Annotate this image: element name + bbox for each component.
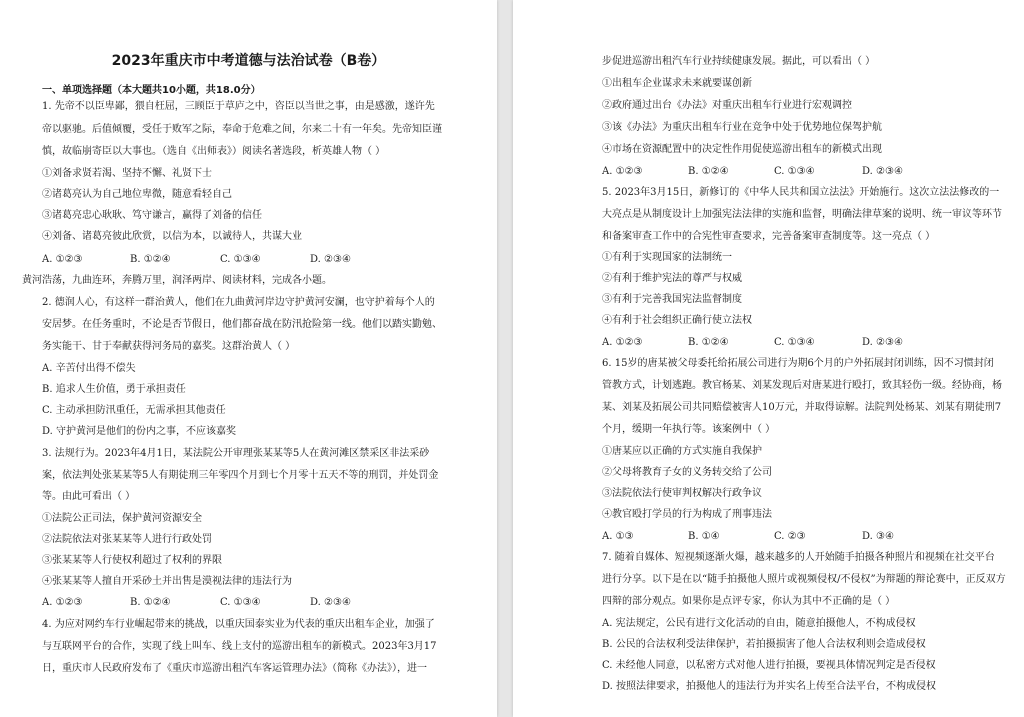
q4-line: 与互联网平台的合作，实现了线上叫车、线上支付的巡游出租车的新模式。2023年3月17 xyxy=(42,641,437,652)
q7-option-b[interactable]: B. 公民的合法权利受法律保护，若拍摄损害了他人合法权利则会造成侵权 xyxy=(602,639,926,650)
q2-line: 2. 德润人心，有这样一群治黄人，他们在九曲黄河岸边守护黄河安澜，也守护着每个人的 xyxy=(42,297,435,308)
q3-statement: ③张某某等人行使权利超过了权利的界限 xyxy=(42,555,222,566)
q2-option-c[interactable]: C. 主动承担防汛重任，无需承担其他责任 xyxy=(42,405,226,416)
q1-line: 帝以驱驰。后值倾覆，受任于败军之际，奉命于危难之间，尔来二十有一年矣。先帝知臣谨 xyxy=(42,124,442,135)
q4-line: 步促进巡游出租汽车行业持续健康发展。据此，可以看出（ ） xyxy=(602,56,876,67)
q6-line: 个月，缓期一年执行等。该案例中（ ） xyxy=(602,424,776,435)
q4-option-b[interactable]: B. ①②④ xyxy=(688,166,729,177)
section-heading: 一、单项选择题（本大题共10小题，共18.0分） xyxy=(42,85,261,96)
q2-option-d[interactable]: D. 守护黄河是他们的份内之事，不应该嘉奖 xyxy=(42,426,237,437)
q2-option-b[interactable]: B. 追求人生价值，勇于承担责任 xyxy=(42,384,186,395)
q4-line: 日，重庆市人民政府发布了《重庆市巡游出租汽车客运管理办法》（简称《办法》），进一 xyxy=(42,663,427,674)
document-title: 2023年重庆市中考道德与法治试卷（B卷） xyxy=(111,53,386,69)
q3-line: 等。由此可看出（ ） xyxy=(42,491,136,502)
q7-option-d[interactable]: D. 按照法律要求，拍摄他人的违法行为并实名上传至合法平台，不构成侵权 xyxy=(602,681,937,692)
q4-option-c[interactable]: C. ①③④ xyxy=(774,166,815,177)
q6-statement: ②父母将教育子女的义务转交给了公司 xyxy=(602,467,772,478)
q3-option-a[interactable]: A. ①②③ xyxy=(42,597,83,608)
q5-statement: ①有利于实现国家的法制统一 xyxy=(602,252,732,263)
q4-statement: ①出租车企业谋求未来就要谋创新 xyxy=(602,78,752,89)
q5-statement: ②有利于维护宪法的尊严与权威 xyxy=(602,273,742,284)
q6-option-c[interactable]: C. ②③ xyxy=(774,531,806,542)
q6-statement: ①唐某应以正确的方式实施自我保护 xyxy=(602,446,762,457)
document-page-left xyxy=(0,0,497,717)
q7-option-c[interactable]: C. 未经他人同意，以私密方式对他人进行拍摄，要视具体情况判定是否侵权 xyxy=(602,660,936,671)
q5-line: 大亮点是从制度设计上加强宪法法律的实施和监督，明确法律草案的说明、统一审议等环节 xyxy=(602,209,1002,220)
q3-option-d[interactable]: D. ②③④ xyxy=(310,597,351,608)
q4-statement: ②政府通过出台《办法》对重庆出租车行业进行宏观调控 xyxy=(602,100,852,111)
q6-option-a[interactable]: A. ①③ xyxy=(602,531,634,542)
q6-line: 某、刘某及拓展公司共同赔偿被害人10万元，并取得谅解。法院判处杨某、刘某有期徒刑7 xyxy=(602,402,1002,413)
q5-line: 和备案审查工作中的合宪性审查要求，完善备案审查制度等。这一亮点（ ） xyxy=(602,231,936,242)
q6-statement: ④教官殴打学员的行为构成了刑事违法 xyxy=(602,509,772,520)
q5-line: 5. 2023年3月15日，新修订的《中华人民共和国立法法》开始施行。这次立法法修改的一 xyxy=(602,187,1000,198)
q1-statement: ③诸葛亮忠心耿耿、笃守谦言，赢得了刘备的信任 xyxy=(42,210,262,221)
q1-option-a[interactable]: A. ①②③ xyxy=(42,254,83,265)
q3-line: 3. 法规行为。2023年4月1日，某法院公开审理张某某等5人在黄河滩区禁采区非法采砂 xyxy=(42,448,430,459)
q6-statement: ③法院依法行使审判权解决行政争议 xyxy=(602,488,762,499)
q6-line: 6. 15岁的唐某被父母委托给拓展公司进行为期6个月的户外拓展封闭训练，因不习惯封闭 xyxy=(602,358,994,369)
q5-option-d[interactable]: D. ②③④ xyxy=(862,337,903,348)
q4-statement: ③该《办法》为重庆出租车行业在竞争中处于优势地位保驾护航 xyxy=(602,122,882,133)
q6-option-d[interactable]: D. ③④ xyxy=(862,531,894,542)
q4-statement: ④市场在资源配置中的决定性作用促使巡游出租车的新模式出现 xyxy=(602,144,882,155)
q7-line: 7. 随着自媒体、短视频逐渐火爆，越来越多的人开始随手拍摄各种照片和视频在社交平台 xyxy=(602,552,995,563)
q5-option-c[interactable]: C. ①③④ xyxy=(774,337,815,348)
q5-statement: ③有利于完善我国宪法监督制度 xyxy=(602,294,742,305)
document-page-right xyxy=(513,0,1024,717)
q1-statement: ②诸葛亮认为自己地位卑微，随意看轻自己 xyxy=(42,189,232,200)
q1-option-b[interactable]: B. ①②④ xyxy=(130,254,171,265)
q5-option-b[interactable]: B. ①②④ xyxy=(688,337,729,348)
q1-statement: ④刘备、诸葛亮彼此欣赏，以信为本，以诚待人，共谋大业 xyxy=(42,231,302,242)
q3-line: 案，依法判处张某某等5人有期徒刑三年零四个月到七个月零十五天不等的刑罚，并处罚金 xyxy=(42,470,439,481)
q3-statement: ①法院公正司法，保护黄河资源安全 xyxy=(42,513,202,524)
q3-option-b[interactable]: B. ①②④ xyxy=(130,597,171,608)
q1-option-c[interactable]: C. ①③④ xyxy=(220,254,261,265)
q4-option-d[interactable]: D. ②③④ xyxy=(862,166,903,177)
q5-option-a[interactable]: A. ①②③ xyxy=(602,337,643,348)
q5-statement: ④有利于社会组织正确行使立法权 xyxy=(602,315,752,326)
q7-line: 进行分享。以下是在以“随手拍摄他人照片或视频侵权/不侵权”为辩题的辩论赛中，正反双方 xyxy=(602,574,1006,585)
q2-line: 务实能干、甘于奉献获得河务局的嘉奖。这群治黄人（ ） xyxy=(42,341,296,352)
q1-line: 慎，故临崩寄臣以大事也。（选自《出师表》）阅读名著选段，析英雄人物（ ） xyxy=(42,146,386,157)
q1-option-d[interactable]: D. ②③④ xyxy=(310,254,351,265)
q3-option-c[interactable]: C. ①③④ xyxy=(220,597,261,608)
q4-option-a[interactable]: A. ①②③ xyxy=(602,166,643,177)
q7-option-a[interactable]: A. 宪法规定，公民有进行文化活动的自由，随意拍摄他人，不构成侵权 xyxy=(602,618,916,629)
q6-option-b[interactable]: B. ①④ xyxy=(688,531,720,542)
q2-line: 安居梦。在任务重时，不论是否节假日，他们都奋战在防汛抢险第一线。他们以踏实勤勉、 xyxy=(42,319,442,330)
q2-option-a[interactable]: A. 辛苦付出得不偿失 xyxy=(42,363,136,374)
q4-line: 4. 为应对网约车行业崛起带来的挑战，以重庆国泰实业为代表的重庆出租车企业，加强了 xyxy=(42,619,435,630)
reading-passage-intro: 黄河浩荡，九曲连环，奔腾万里，润泽两岸、阅读材料，完成各小题。 xyxy=(22,275,332,286)
q1-line: 1. 先帝不以臣卑鄙，猥自枉屈，三顾臣于草庐之中，咨臣以当世之事，由是感激，遂许先 xyxy=(42,101,435,112)
q7-line: 四辩的部分观点。如果你是点评专家，你认为其中不正确的是（ ） xyxy=(602,596,896,607)
q3-statement: ②法院依法对张某某等人进行行政处罚 xyxy=(42,534,212,545)
q3-statement: ④张某某等人擅自开采砂土并出售是漠视法律的违法行为 xyxy=(42,576,292,587)
q6-line: 管教方式，计划逃跑。教官杨某、刘某发现后对唐某进行殴打，致其轻伤一级。经协商，杨 xyxy=(602,380,1002,391)
q1-statement: ①刘备求贤若渴、坚持不懈、礼贤下士 xyxy=(42,168,212,179)
